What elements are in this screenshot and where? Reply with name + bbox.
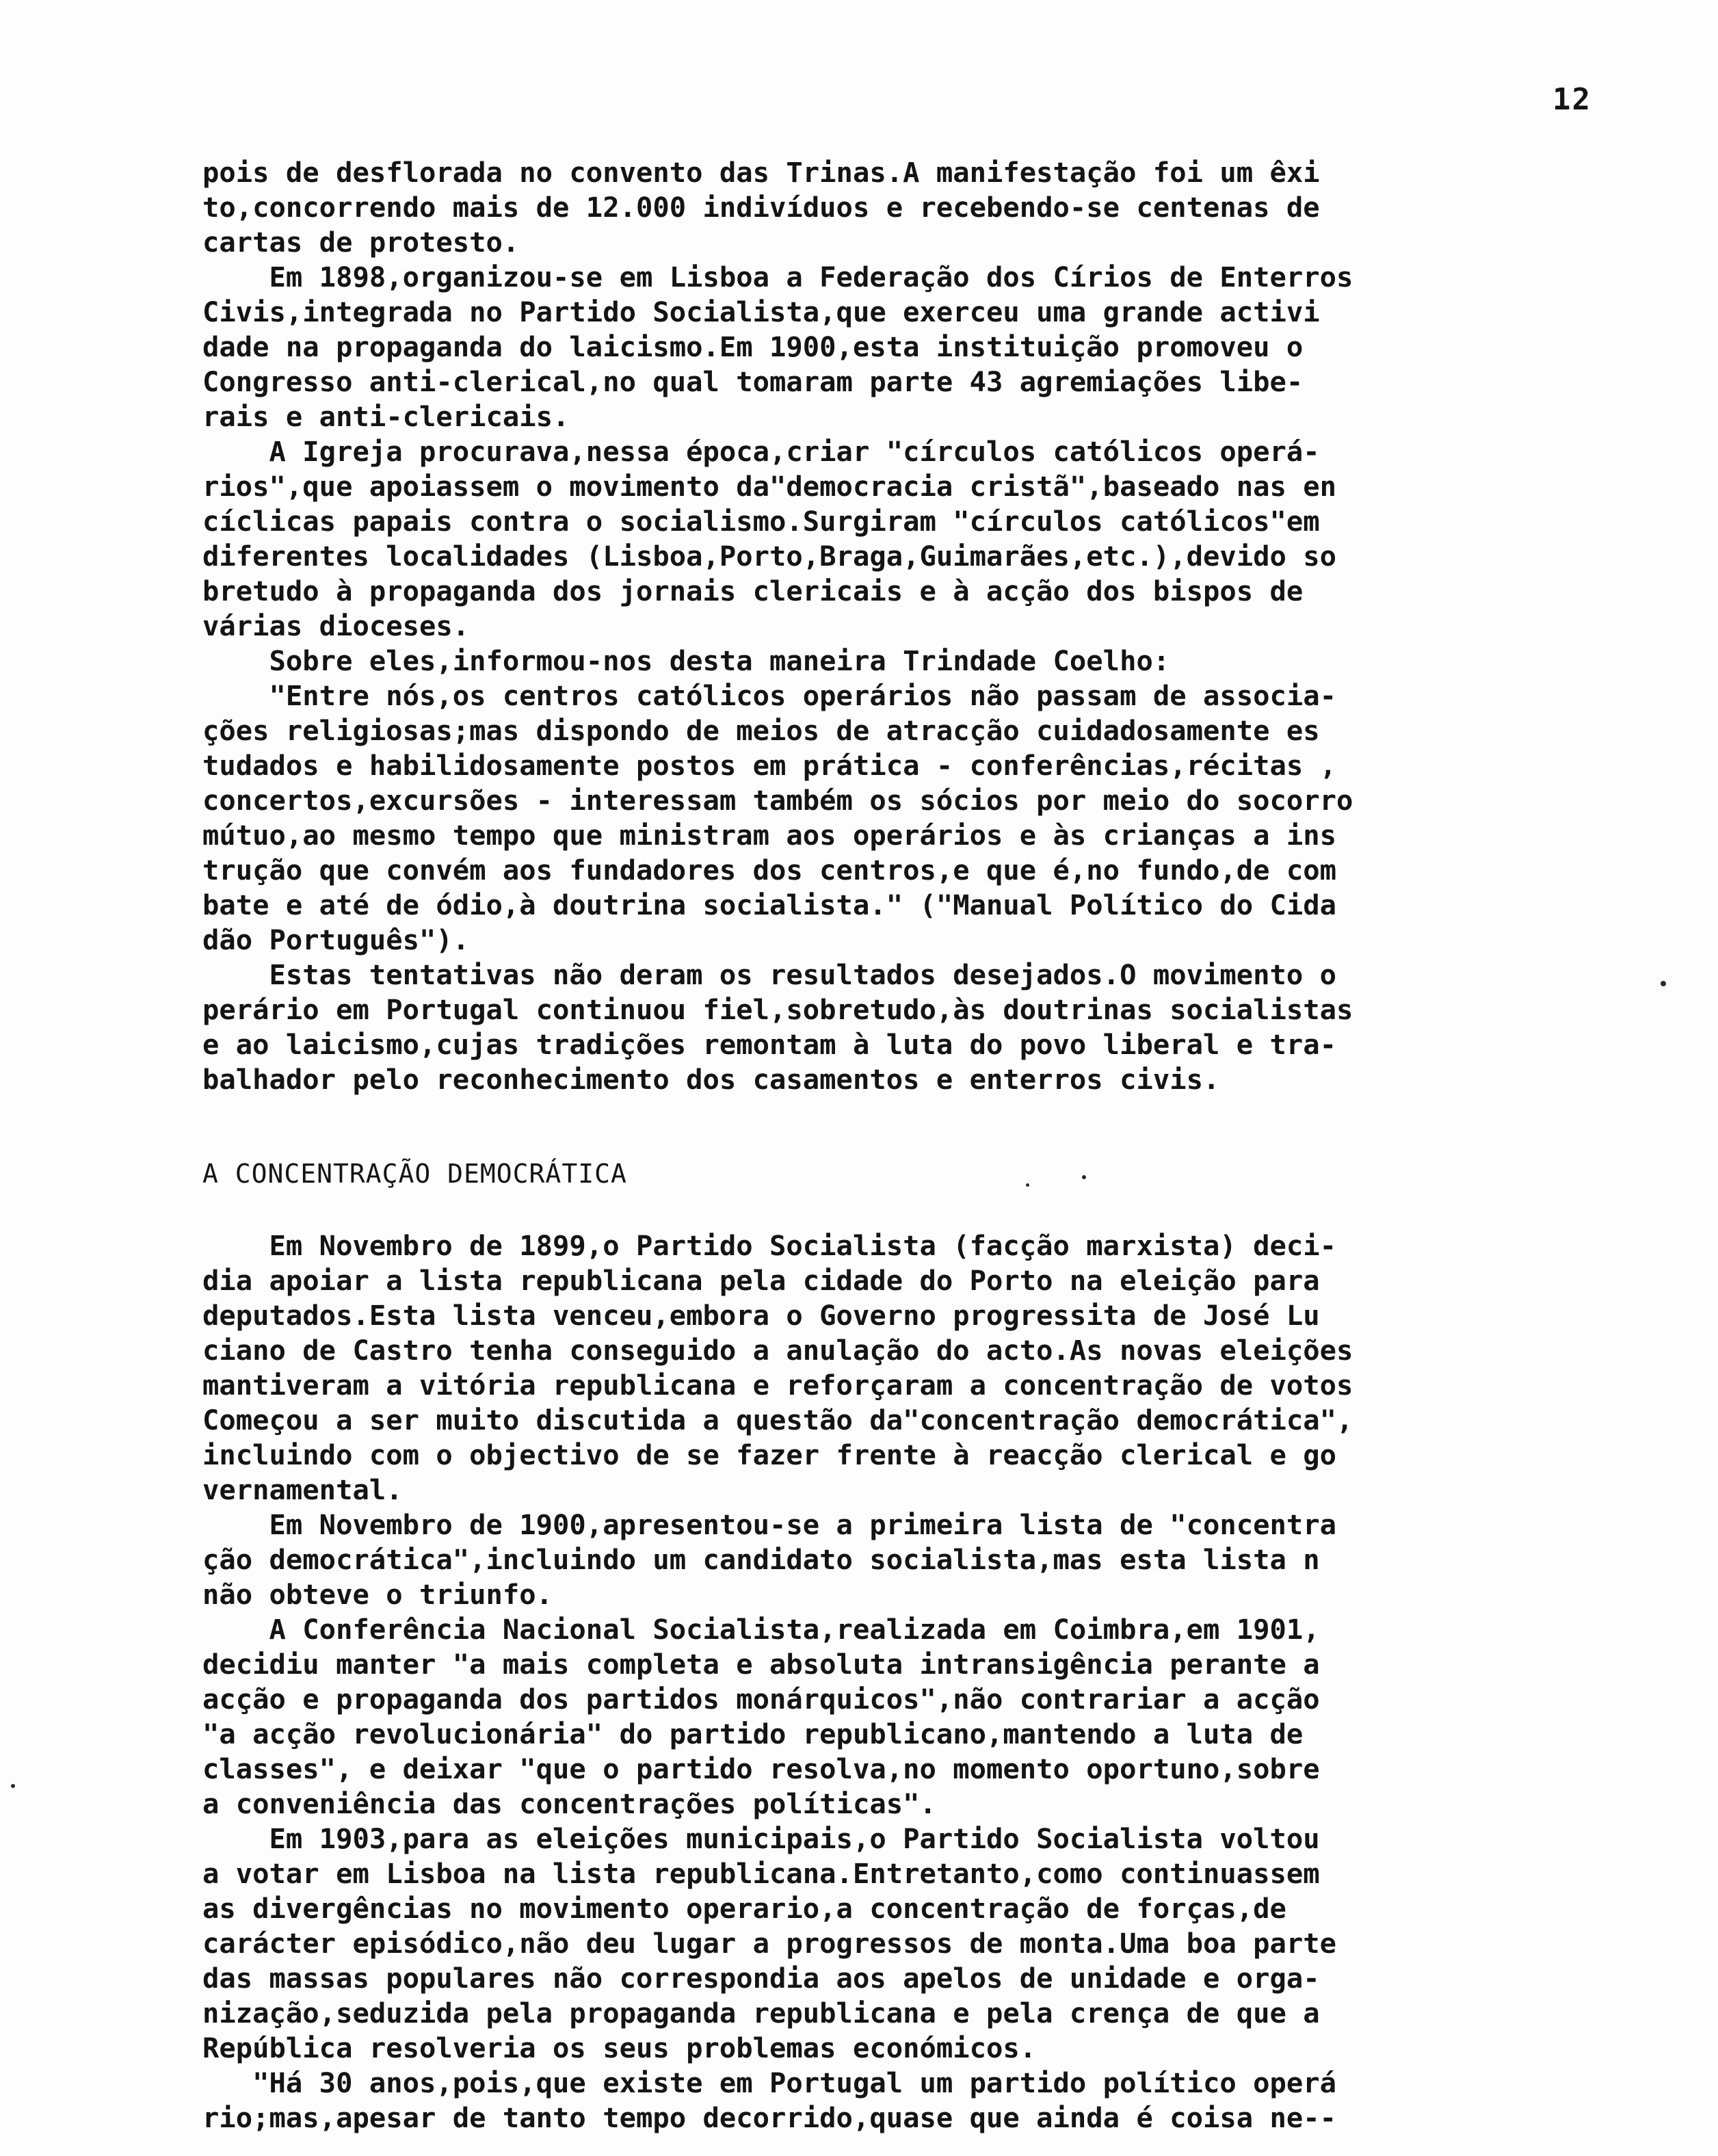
text-line: rio;mas,apesar de tanto tempo decorrido,quase que ainda é coisa ne-- [202, 2101, 1337, 2134]
text-line: bate e até de ódio,à doutrina socialista." ("Manual Político do Cida [202, 889, 1337, 921]
text-line: dade na propaganda do laicismo.Em 1900,esta instituição promoveu o [202, 330, 1304, 363]
text-line: não obteve o triunfo. [202, 1578, 553, 1611]
text-line: rais e anti-clericais. [202, 400, 570, 433]
text-line: tudados e habilidosamente postos em prática - conferências,récitas , [202, 749, 1337, 782]
section-two-text [202, 1228, 1604, 2135]
text-line: mantiveram a vitória republicana e reforçaram a concentração de votos [202, 1369, 1353, 1402]
text-line: ciano de Castro tenha conseguido a anulação do acto.As novas eleições [202, 1334, 1353, 1367]
scan-speck [11, 1784, 15, 1788]
text-line: A Igreja procurava,nessa época,criar "círculos católicos operá- [202, 435, 1320, 468]
text-line: incluindo com o objectivo de se fazer frente à reacção clerical e go [202, 1438, 1337, 1471]
text-line: Em 1898,organizou-se em Lisboa a Federação dos Círios de Enterros [202, 261, 1353, 293]
text-line: Congresso anti-clerical,no qual tomaram parte 43 agremiações libe- [202, 365, 1304, 398]
text-line: nização,seduzida pela propaganda republicana e pela crença de que a [202, 1997, 1320, 2029]
text-line: bretudo à propaganda dos jornais clericais e à acção dos bispos de [202, 575, 1304, 607]
text-line: carácter episódico,não deu lugar a progressos de monta.Uma boa parte [202, 1927, 1337, 1960]
text-line: Em 1903,para as eleições municipais,o Partido Socialista voltou [202, 1822, 1320, 1855]
text-line: dia apoiar a lista republicana pela cidade do Porto na eleição para [202, 1264, 1320, 1297]
text-line: deputados.Esta lista venceu,embora o Governo progressita de José Lu [202, 1299, 1320, 1332]
text-line: dão Português"). [202, 923, 470, 956]
text-line: classes", e deixar "que o partido resolva,no momento oportuno,sobre [202, 1752, 1320, 1785]
text-line: Em Novembro de 1900,apresentou-se a primeira lista de "concentra [202, 1508, 1337, 1541]
text-line: concertos,excursões - interessam também os sócios por meio do socorro [202, 784, 1353, 817]
text-line: cíclicas papais contra o socialismo.Surgiram "círculos católicos"em [202, 505, 1320, 538]
text-line: Começou a ser muito discutida a questão da"concentração democrática", [202, 1404, 1353, 1436]
text-line: Estas tentativas não deram os resultados desejados.O movimento o [202, 958, 1337, 991]
text-line: acção e propaganda dos partidos monárquicos",não contrariar a acção [202, 1683, 1320, 1715]
section-heading: A CONCENTRAÇÃO DEMOCRÁTICA [202, 1159, 627, 1189]
text-line: trução que convém aos fundadores dos centros,e que é,no fundo,de com [202, 854, 1337, 886]
section-one-text [202, 155, 1604, 1097]
text-line: "a acção revolucionária" do partido republicano,mantendo a luta de [202, 1718, 1304, 1750]
text-line: perário em Portugal continuou fiel,sobretudo,às doutrinas socialistas [202, 993, 1353, 1026]
text-line: a conveniência das concentrações políticas". [202, 1787, 936, 1820]
text-line: a votar em Lisboa na lista republicana.Entretanto,como continuassem [202, 1857, 1320, 1890]
text-line: e ao laicismo,cujas tradições remontam à luta do povo liberal e tra- [202, 1028, 1337, 1061]
text-line: vernamental. [202, 1473, 403, 1506]
text-line: mútuo,ao mesmo tempo que ministram aos operários e às crianças a ins [202, 819, 1337, 852]
text-line: Civis,integrada no Partido Socialista,que exerceu uma grande activi [202, 295, 1320, 328]
text-line: A Conferência Nacional Socialista,realizada em Coimbra,em 1901, [202, 1613, 1320, 1646]
text-line: as divergências no movimento operario,a concentração de forças,de [202, 1892, 1286, 1925]
text-line: balhador pelo reconhecimento dos casamentos e enterros civis. [202, 1063, 1220, 1096]
scan-speck [1026, 1183, 1029, 1187]
scan-speck [1082, 1175, 1086, 1179]
text-line: rios",que apoiassem o movimento da"democracia cristã",baseado nas en [202, 470, 1337, 503]
scan-speck [1661, 981, 1666, 986]
text-line: "Entre nós,os centros católicos operários não passam de associa- [202, 679, 1337, 712]
text-line: pois de desflorada no convento das Trinas.A manifestação foi um êxi [202, 156, 1320, 189]
text-line: República resolveria os seus problemas económicos. [202, 2032, 1037, 2064]
text-line: das massas populares não correspondia aos apelos de unidade e orga- [202, 1962, 1320, 1995]
text-line: ção democrática",incluindo um candidato socialista,mas esta lista n [202, 1543, 1320, 1576]
text-line: cartas de protesto. [202, 226, 520, 259]
text-line: "Há 30 anos,pois,que existe em Portugal um partido político operá [202, 2066, 1337, 2099]
page-number: 12 [1552, 82, 1591, 117]
text-line: ções religiosas;mas dispondo de meios de atracção cuidadosamente es [202, 714, 1320, 747]
text-line: Em Novembro de 1899,o Partido Socialista (facção marxista) deci- [202, 1229, 1337, 1262]
text-line: várias dioceses. [202, 609, 470, 642]
text-line: diferentes localidades (Lisboa,Porto,Braga,Guimarães,etc.),devido so [202, 540, 1337, 573]
text-line: to,concorrendo mais de 12.000 indivíduos e recebendo-se centenas de [202, 191, 1320, 224]
text-line: decidiu manter "a mais completa e absoluta intransigência perante a [202, 1648, 1320, 1681]
text-line: Sobre eles,informou-nos desta maneira Trindade Coelho: [202, 644, 1170, 677]
